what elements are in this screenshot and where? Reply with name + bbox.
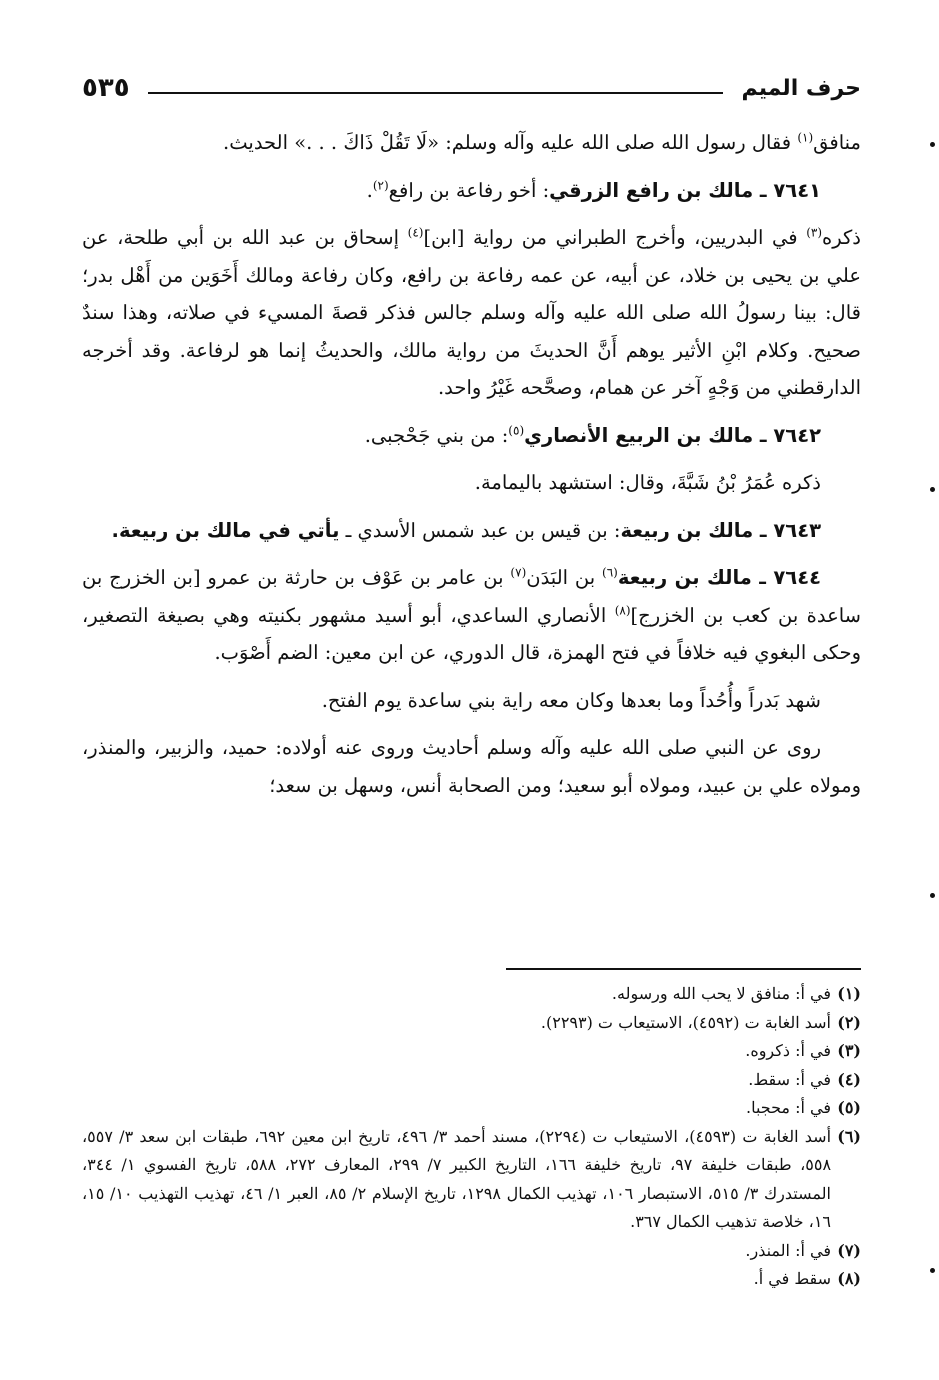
entry-heading: ٧٦٤١ ـ مالك بن رافع الزرقي [549, 178, 821, 202]
margin-dot [930, 1268, 935, 1273]
footnote [82, 1009, 861, 1038]
chapter-title: حرف الميم [741, 75, 861, 101]
paragraph [82, 464, 861, 502]
footnote-text: في أ: المنذر. [745, 1240, 831, 1260]
text-run: بن البَدَن [526, 566, 603, 589]
text-run: بن عامر بن عَوْف بن حارثة بن عمرو [بن الخزرج بن ساعدة بن كعب بن الخزرج] [82, 566, 861, 627]
footnote-number: (٣) [837, 1041, 861, 1060]
footnote [82, 1037, 861, 1066]
paragraph [82, 219, 861, 407]
footnote-text: سقط في أ. [753, 1269, 831, 1288]
paragraph [82, 124, 861, 162]
text-run: في البدريين، وأخرج الطبراني من رواية [ابن] [423, 226, 807, 249]
header-rule [148, 92, 724, 94]
text-run: : من بني جَحْجبى. [364, 423, 509, 447]
paragraph [82, 512, 861, 550]
margin-dot [930, 142, 935, 147]
footnote-number: (٧) [837, 1240, 861, 1260]
text-run: الأنصاري الساعدي، أبو أسيد مشهور بكنيته وهي بصيغة التصغير، وحكى البغوي فيه خلافاً في فتح الهمزة، قال الدوري، عن ابن معين: الضم أَصْوَب. [82, 603, 861, 664]
footnote-number: (٤) [837, 1069, 861, 1089]
main-text [82, 124, 861, 814]
paragraph [82, 559, 861, 672]
footnote-text: في أ: ذكروه. [745, 1041, 831, 1060]
text-run: : أخو رفاعة بن رافع [388, 178, 550, 202]
text-run: ذكره [822, 226, 861, 249]
text-run: شهد بَدراً وأُحُداً وما بعدها وكان معه راية بني ساعدة يوم الفتح. [321, 688, 821, 712]
footnote [82, 980, 861, 1009]
footnote-ref: (٤) [407, 225, 424, 240]
footnote-ref: (١) [797, 130, 814, 145]
footnote-text: أسد الغابة ت (٤٥٩٢)، الاستيعاب ت (٢٢٩٣). [540, 1012, 831, 1032]
footnote-ref: (٧) [510, 565, 527, 580]
paragraph [82, 729, 861, 804]
text-run: روى عن النبي صلى الله عليه وآله وسلم أحاديث وروى عنه أولاده: حميد، والزبير، والمنذر، ومولاه علي بن عبيد، ومولاه أبو سعيد؛ ومن الصحابة أنس، وسهل بن سعد؛ [82, 736, 861, 797]
footnote-ref: (٨) [614, 603, 631, 617]
text-run: إسحاق بن عبد الله بن أبي طلحة، عن علي بن يحيى بن خلاد، عن أبيه، عن عمه رفاعة بن رافع، وكان رفاعة ومالك أَخَوَين من أَهْل بدر؛ قال: بينا رسولُ الله صلى الله عليه وآله وسلم جالس فذكر قصةَ المسيء في صلاته، وهذا سندٌ صحيح. وكلام ابْنِ الأثير يوهم أَنَّ الحديثَ من رواية مالك، والحديثُ إنما هو لرفاعة. وقد أخرجه الدارقطني من وَجْهٍ آخر عن همام، وصحَّحه غَيْرُ واحد. [82, 226, 861, 399]
paragraph [82, 172, 861, 210]
entry-heading: ٧٦٤٢ ـ مالك بن الربيع الأنصاري [524, 423, 821, 447]
footnote-number: (٦) [837, 1126, 861, 1146]
margin-dot [930, 893, 935, 898]
footnote-number: (٥) [837, 1098, 861, 1117]
entry-heading: ٧٦٤٣ ـ مالك بن ربيعة [620, 518, 821, 542]
margin-dot [930, 487, 935, 492]
page-number: ٥٣٥ [82, 73, 130, 103]
footnote-text: في أ: سقط. [748, 1069, 831, 1089]
paragraph [82, 682, 861, 720]
text-run: . [366, 178, 373, 202]
footnote-number: (١) [837, 984, 861, 1003]
text-run: فقال رسول الله صلى الله عليه وآله وسلم: «لَا تَقُلْ ذَاكَ . . .» الحديث. [223, 131, 798, 154]
footnote-ref: (٦) [602, 565, 618, 580]
footnote [82, 1094, 861, 1123]
footnotes [82, 980, 861, 1294]
footnote-number: (٢) [837, 1012, 861, 1032]
text-run: ذكره عُمَرُ بْنُ شَبَّةَ، وقال: استشهد باليمامة. [474, 471, 821, 494]
footnote-number: (٨) [837, 1269, 861, 1288]
paragraph [82, 417, 861, 455]
text-run: منافق [813, 131, 861, 154]
footnote-ref: (٥) [508, 423, 525, 437]
footnote-ref: (٣) [806, 225, 823, 240]
footnote-text: في أ: محجبا. [745, 1098, 831, 1117]
footnote-separator [506, 968, 861, 970]
footnote [82, 1123, 861, 1237]
footnote [82, 1237, 861, 1266]
entry-heading: يأتي في مالك بن ربيعة. [111, 518, 340, 542]
footnote-text: في أ: منافق لا يحب الله ورسوله. [611, 984, 831, 1003]
footnote [82, 1066, 861, 1095]
footnote-text: أسد الغابة ت (٤٥٩٣)، الاستيعاب ت (٢٢٩٤)، مسند أحمد ٣/ ٤٩٦، تاريخ ابن معين ٦٩٢، طبقات ابن سعد ٣/ ٥٥٧، ٥٥٨، طبقات خليفة ٩٧، تاريخ خليفة ١٦٦، التاريخ الكبير ٧/ ٢٩٩، المعارف ٢٧٢، ٥٨٨، تاريخ الفسوي ١/ ٣٤٤، المستدرك ٣/ ٥١٥، الاستبصار ١٠٦، تهذيب الكمال ١٢٩٨، تاريخ الإسلام ٢/ ٨٥، العبر ١/ ٤٦، تهذيب التهذيب ١٠/ ١٥، ١٦، خلاصة تذهيب الكمال ٣٦٧. [82, 1126, 832, 1231]
page-header [82, 70, 861, 106]
entry-heading: ٧٦٤٤ ـ مالك بن ربيعة [617, 566, 821, 589]
footnote-ref: (٢) [372, 178, 389, 192]
footnote [82, 1265, 861, 1294]
text-run: : بن قيس بن عبد شمس الأسدي ـ [339, 518, 621, 542]
